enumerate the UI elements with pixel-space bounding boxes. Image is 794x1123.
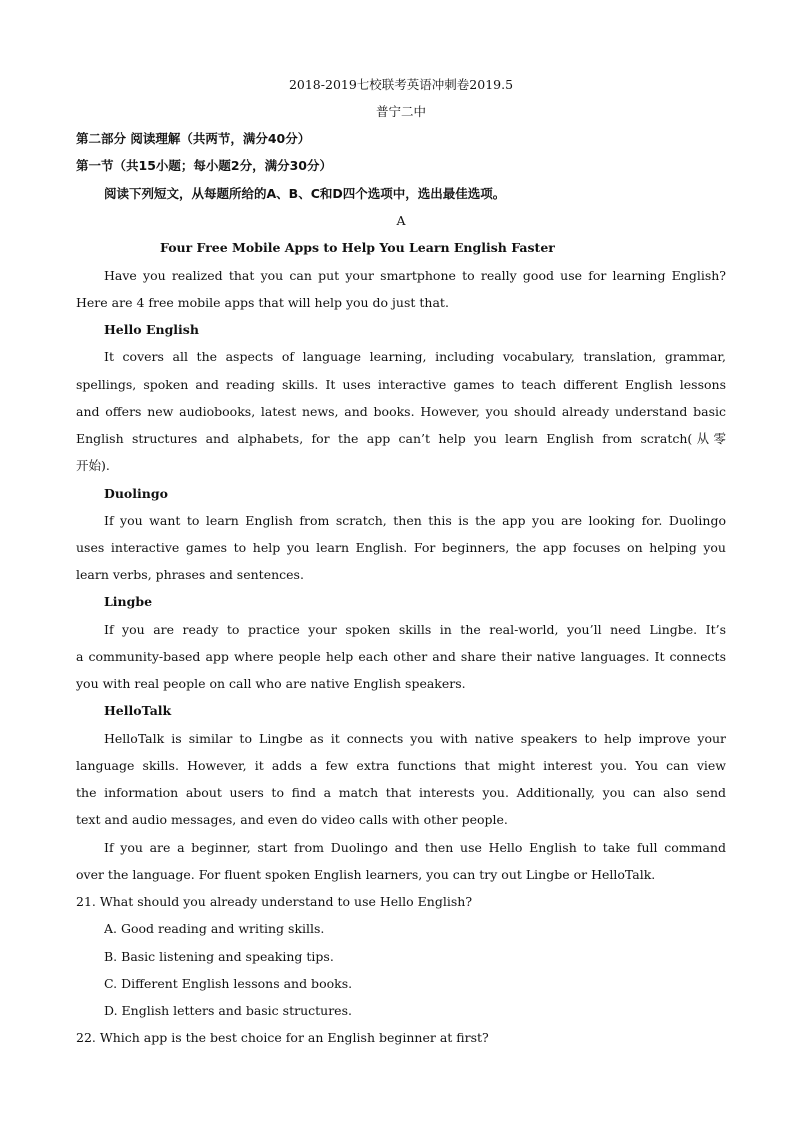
paragraph-line: If you want to learn English from scratch, then this is the app you are looking for. Duolingo — [104, 513, 726, 528]
question-21-stem: 21. What should you already understand to use Hello English? — [76, 894, 473, 909]
paragraph-line: HelloTalk is similar to Lingbe as it connects you with native speakers to help improve your — [104, 731, 726, 746]
app-heading-hello-english: Hello English — [104, 322, 199, 337]
intro-line: Have you realized that you can put your smartphone to really good use for learning English? — [104, 268, 726, 283]
question-21-option-b: B. Basic listening and speaking tips. — [104, 949, 334, 964]
conclusion-line: over the language. For fluent spoken English learners, you can try out Lingbe or HelloTalk. — [76, 867, 656, 882]
paragraph-line: 开始). — [76, 458, 110, 473]
paragraph-line: uses interactive games to help you learn English. For beginners, the app focuses on helping you — [76, 540, 726, 555]
exam-title: 2018-2019七校联考英语冲刺卷2019.5 — [288, 77, 514, 92]
paragraph-line: language skills. However, it adds a few extra functions that might interest you. You can view — [76, 758, 726, 773]
app-heading-lingbe: Lingbe — [104, 594, 153, 609]
paragraph-line: the information about users to find a match that interests you. Additionally, you can also send — [76, 785, 726, 800]
paragraph-line: learn verbs, phrases and sentences. — [76, 567, 304, 582]
subsection-heading: 第一节（共15小题；每小题2分，满分30分） — [76, 158, 332, 173]
app-heading-duolingo: Duolingo — [104, 486, 168, 501]
intro-line: Here are 4 free mobile apps that will help you do just that. — [76, 295, 449, 310]
paragraph-line: and offers new audiobooks, latest news, and books. However, you should already understand basic — [76, 404, 726, 419]
question-21-option-a: A. Good reading and writing skills. — [104, 921, 325, 936]
question-21-option-c: C. Different English lessons and books. — [104, 976, 353, 991]
part-heading: 第二部分 阅读理解（共两节，满分40分） — [76, 131, 311, 146]
paragraph-line: text and audio messages, and even do video calls with other people. — [76, 812, 508, 827]
question-22-stem: 22. Which app is the best choice for an English beginner at first? — [76, 1030, 489, 1045]
question-21-option-d: D. English letters and basic structures. — [104, 1003, 352, 1018]
paragraph-line: If you are ready to practice your spoken skills in the real-world, you’ll need Lingbe. It’s — [104, 622, 726, 637]
passage-title: Four Free Mobile Apps to Help You Learn English Faster — [160, 240, 555, 255]
paragraph-line: It covers all the aspects of language learning, including vocabulary, translation, grammar, — [104, 349, 726, 364]
passage-label: A — [396, 213, 406, 228]
paragraph-line: English structures and alphabets, for the app can’t help you learn English from scratch(从零 — [76, 431, 726, 446]
conclusion-line: If you are a beginner, start from Duolingo and then use Hello English to take full command — [104, 840, 726, 855]
paragraph-line: spellings, spoken and reading skills. It uses interactive games to teach different English lessons — [76, 377, 726, 392]
instruction-text: 阅读下列短文，从每题所给的A、B、C和D四个选项中，选出最佳选项。 — [104, 186, 506, 201]
paragraph-line: you with real people on call who are native English speakers. — [76, 676, 466, 691]
app-heading-hellotalk: HelloTalk — [104, 703, 172, 718]
school-name: 普宁二中 — [375, 104, 426, 119]
paragraph-line: a community-based app where people help each other and share their native languages. It connects — [76, 649, 726, 664]
